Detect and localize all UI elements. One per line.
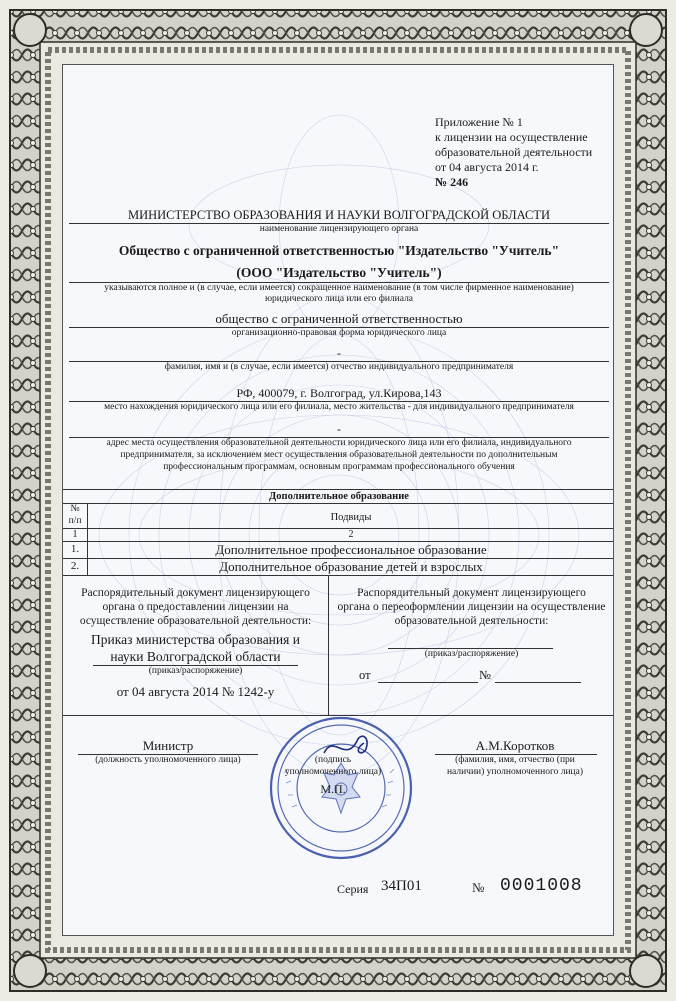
official-name: А.М.Коротков: [475, 738, 555, 753]
authority-name: МИНИСТЕРСТВО ОБРАЗОВАНИЯ И НАУКИ ВОЛГОГРАДСКОЙ ОБЛАСТИ: [127, 208, 551, 222]
document-body: [62, 64, 614, 936]
activity-caption-2: предпринимателя, за исключением мест осуществления образовательной деятельности по дополнительным: [120, 450, 558, 460]
right-order-number-label: №: [479, 668, 491, 682]
appendix-number-value: 246: [450, 175, 469, 189]
entrepreneur-value: -: [337, 346, 341, 360]
appendix-number-label: №: [435, 175, 448, 189]
activity-address-value: -: [337, 422, 341, 436]
right-order-heading-1: Распорядительный документ лицензирующего: [357, 587, 586, 599]
table-row-1-name: Дополнительное профессиональное образование: [215, 542, 487, 557]
legal-form-caption: организационно-правовая форма юридического лица: [231, 328, 447, 338]
organization-caption-2: юридического лица или его филиала: [264, 294, 414, 304]
series-label: Серия: [337, 882, 369, 896]
signature-caption-1: (подпись: [314, 755, 352, 765]
table-index-2: 2: [348, 529, 354, 540]
activity-caption-1: адрес места осуществления образовательной деятельности юридического лица или его филиала, индивидуального: [106, 438, 572, 448]
entrepreneur-caption: фамилия, имя и (в случае, если имеется) отчество индивидуального предпринимателя: [164, 362, 514, 372]
official-caption-2: наличии) уполномоченного лица): [446, 767, 584, 777]
form-number-label: №: [472, 880, 485, 895]
table-col-num-1: №: [70, 504, 80, 514]
left-order-text-2: науки Волгоградской области: [110, 649, 281, 664]
legal-form: общество с ограниченной ответственностью: [215, 311, 463, 326]
left-order-heading-2: органа о предоставлении лицензии на: [102, 601, 289, 613]
authority-caption: наименование лицензирующего органа: [259, 224, 419, 234]
table-title: Дополнительное образование: [269, 491, 409, 502]
right-order-date-line: [378, 682, 478, 683]
left-order-date: от 04 августа 2014 № 1242-у: [116, 684, 275, 699]
right-order-heading-2: органа о переоформлении лицензии на осуществление: [337, 601, 606, 613]
appendix-date: от 04 августа 2014 г.: [435, 160, 539, 174]
activity-caption-3: профессиональным программам, основным программам профессионального обучения: [163, 462, 515, 472]
organization-full-name: Общество с ограниченной ответственностью "Издательство "Учитель": [118, 243, 560, 258]
official-caption-1: (фамилия, имя, отчество (при: [455, 755, 575, 765]
table-border-title: [63, 503, 614, 504]
series-value: 34П01: [381, 878, 422, 894]
table-col-num-2: п/п: [68, 516, 82, 526]
table-row-2-num: 2.: [70, 560, 80, 572]
form-number-value: 0001008: [500, 876, 583, 896]
table-index-1: 1: [72, 529, 78, 540]
right-order-number-line: [495, 682, 581, 683]
organization-caption-1: указываются полное и (в случае, если имеется) сокращенное наименование (в том числе фирменное наименование): [104, 283, 574, 293]
left-order-caption: (приказ/распоряжение): [148, 666, 243, 676]
appendix-activity: образовательной деятельности: [435, 145, 593, 159]
organization-short-name: (ООО "Издательство "Учитель"): [236, 265, 442, 280]
left-order-heading-1: Распорядительный документ лицензирующего: [81, 587, 310, 599]
right-order-from-label: от: [359, 668, 371, 682]
signatory-position: Министр: [142, 738, 194, 753]
appendix-license-ref: к лицензии на осуществление: [435, 130, 588, 144]
table-row-2-name: Дополнительное образование детей и взрослых: [219, 559, 483, 574]
stamp-place-label: М.П.: [320, 782, 346, 796]
table-border-top: [63, 489, 614, 490]
address-value: РФ, 400079, г. Волгоград, ул.Кирова,143: [236, 386, 442, 400]
table-col-subtypes: Подвиды: [330, 512, 372, 523]
table-border-bottom: [63, 575, 614, 576]
appendix-number: [435, 175, 468, 190]
table-row-1-num: 1.: [70, 543, 80, 555]
left-order-heading-3: осуществление образовательной деятельности:: [79, 615, 312, 627]
appendix-title: Приложение № 1: [435, 115, 523, 129]
left-order-text-1: Приказ министерства образования и: [91, 632, 300, 647]
right-order-heading-3: образовательной деятельности:: [394, 615, 549, 627]
signature-caption-2: уполномоченного лица): [284, 767, 382, 777]
address-caption: место нахождения юридического лица или его филиала, место жительства - для индивидуального предпринимателя: [104, 402, 574, 412]
right-order-caption: (приказ/распоряжение): [424, 649, 519, 659]
signatory-position-caption: (должность уполномоченного лица): [95, 755, 241, 765]
